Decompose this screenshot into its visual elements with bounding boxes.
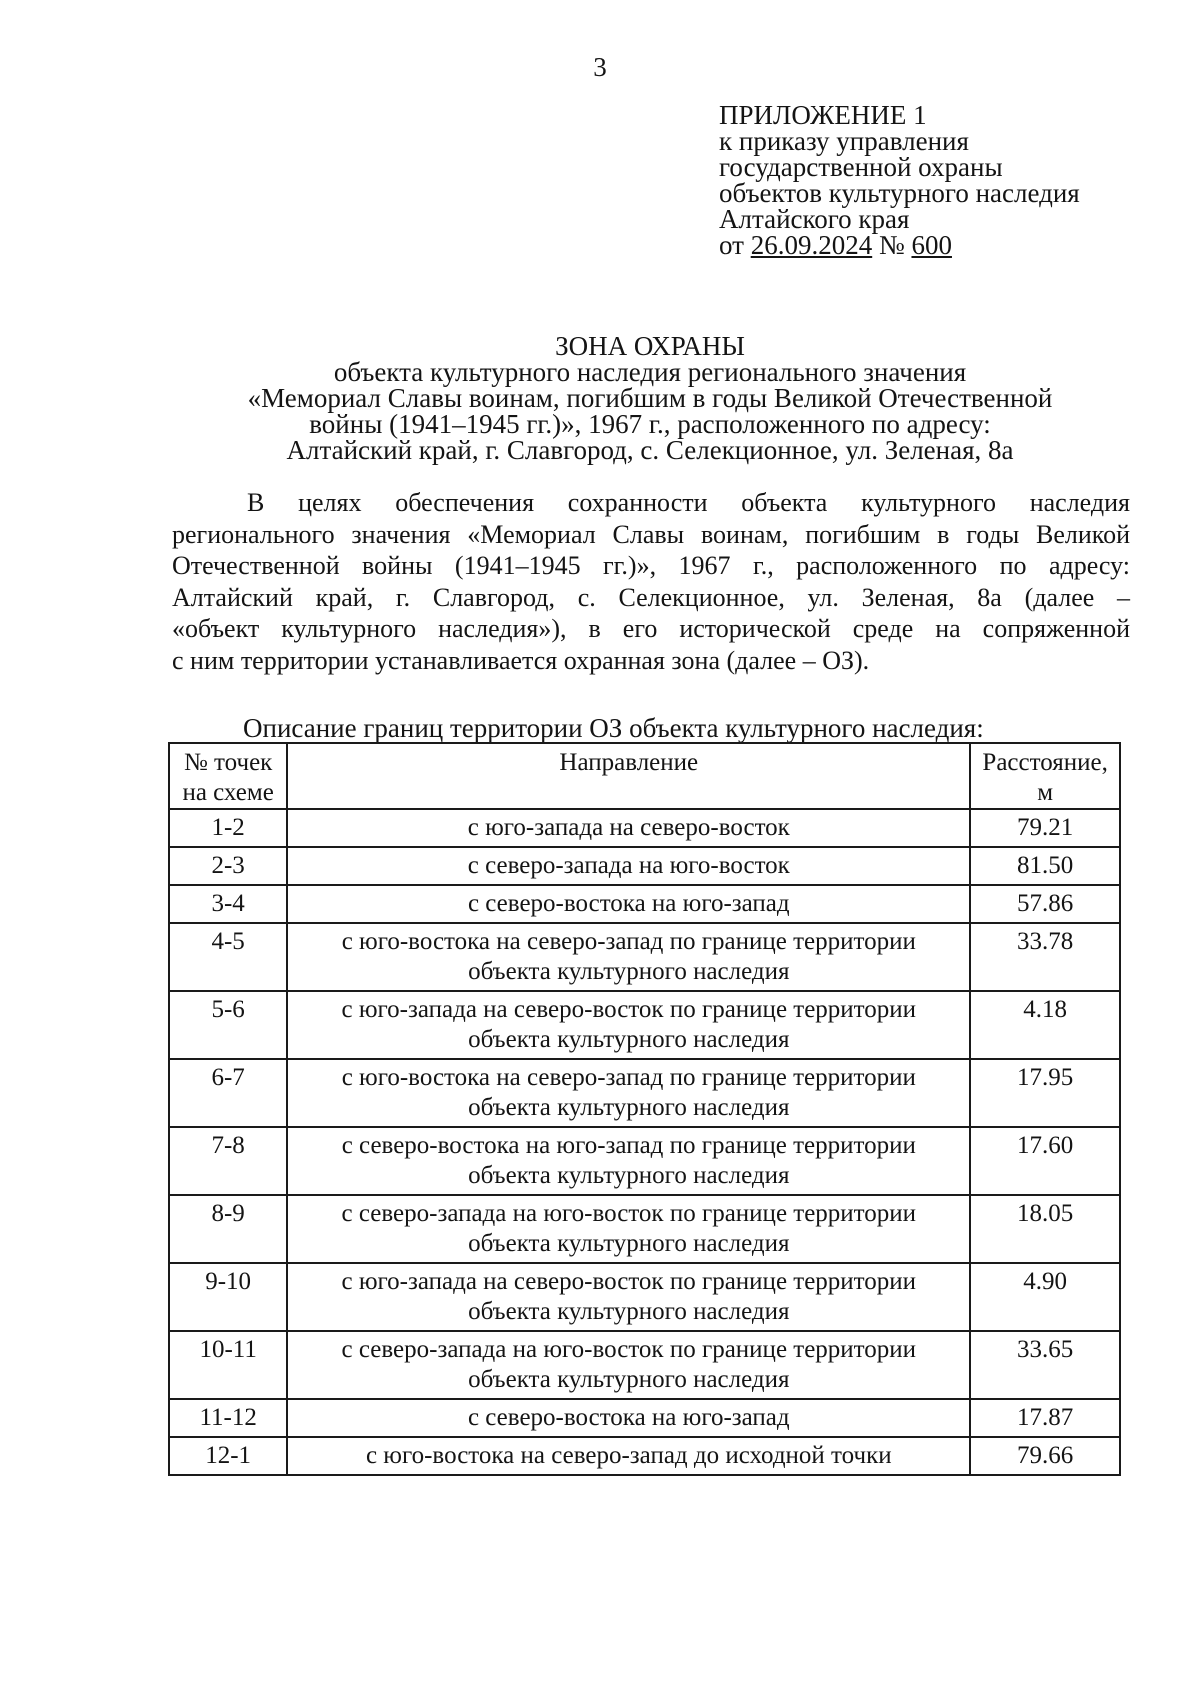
distance-cell: 81.50 <box>970 847 1120 885</box>
table-body <box>169 809 1120 1475</box>
direction-text: объекта культурного наследия <box>468 958 790 985</box>
table-row <box>169 1437 1120 1475</box>
header-distance <box>970 743 1120 809</box>
direction-cell <box>287 847 970 885</box>
table-row <box>169 1263 1120 1331</box>
distance-cell: 17.95 <box>970 1059 1120 1127</box>
distance-cell: 17.60 <box>970 1127 1120 1195</box>
distance-cell: 79.21 <box>970 809 1120 847</box>
table-row <box>169 809 1120 847</box>
distance-cell: 4.18 <box>970 991 1120 1059</box>
order-number: 600 <box>911 230 952 260</box>
distance-cell: 33.78 <box>970 923 1120 991</box>
appendix-line: к приказу управления <box>719 126 969 156</box>
point-number-cell: 4-5 <box>169 923 287 991</box>
point-number-cell: 1-2 <box>169 809 287 847</box>
direction-text: с северо-запада на юго-восток по границе территории <box>341 1336 917 1363</box>
distance-cell: 57.86 <box>970 885 1120 923</box>
direction-cell <box>287 1195 970 1263</box>
table-row <box>169 923 1120 991</box>
direction-text: объекта культурного наследия <box>468 1162 790 1189</box>
direction-text: с юго-востока на северо-запад по границе территории <box>341 1064 916 1091</box>
direction-cell <box>287 809 970 847</box>
intro-line: регионального значения «Мемориал Славы воинам, погибшим в годы Великой <box>172 519 1130 549</box>
direction-text: объекта культурного наследия <box>468 1026 790 1053</box>
table-row <box>169 847 1120 885</box>
page-number: 3 <box>593 52 607 82</box>
direction-text: объекта культурного наследия <box>468 1230 790 1257</box>
appendix-title: ПРИЛОЖЕНИЕ 1 <box>719 100 927 130</box>
intro-line: В целях обеспечения сохранности объекта культурного наследия <box>247 488 1130 517</box>
table-row <box>169 1059 1120 1127</box>
point-number-cell: 3-4 <box>169 885 287 923</box>
table-row <box>169 991 1120 1059</box>
zone-title-line: «Мемориал Славы воинам, погибшим в годы Великой Отечественной <box>247 383 1053 413</box>
direction-cell <box>287 1399 970 1437</box>
table-row <box>169 1399 1120 1437</box>
zone-title-block <box>160 333 1140 463</box>
intro-line: «объект культурного наследия»), в его исторической среде на сопряженной <box>172 614 1130 643</box>
table-row <box>169 1195 1120 1263</box>
header-text: на схеме <box>182 779 274 806</box>
intro-line: Отечественной войны (1941–1945 гг.)», 1967 г., расположенного по адресу: <box>172 551 1130 580</box>
direction-text: с северо-востока на юго-запад <box>467 1404 790 1431</box>
direction-cell <box>287 1263 970 1331</box>
direction-cell <box>287 991 970 1059</box>
direction-cell <box>287 1059 970 1127</box>
point-number-cell: 6-7 <box>169 1059 287 1127</box>
zone-title-line: войны (1941–1945 гг.)», 1967 г., расположенного по адресу: <box>309 409 991 439</box>
direction-text: с юго-запада на северо-восток по границе территории <box>341 996 917 1023</box>
table-row <box>169 1127 1120 1195</box>
direction-text: с северо-запада на юго-восток <box>467 852 790 879</box>
direction-text: с юго-запада на северо-восток <box>467 814 790 841</box>
distance-cell: 18.05 <box>970 1195 1120 1263</box>
header-text: м <box>1037 779 1054 806</box>
appendix-block <box>719 102 1189 258</box>
intro-line: Алтайский край, г. Славгород, с. Селекционное, ул. Зеленая, 8а (далее – <box>172 582 1130 612</box>
point-number-cell: 8-9 <box>169 1195 287 1263</box>
date-prefix: от <box>719 230 751 260</box>
point-number-cell: 11-12 <box>169 1399 287 1437</box>
direction-text: с юго-востока на северо-запад по границе территории <box>341 928 916 955</box>
direction-cell <box>287 923 970 991</box>
direction-text: с северо-востока на юго-запад <box>467 890 790 917</box>
point-number-cell: 7-8 <box>169 1127 287 1195</box>
header-text: Направление <box>559 749 699 776</box>
header-point-numbers <box>169 743 287 809</box>
direction-text: с северо-востока на юго-запад по границе территории <box>341 1132 916 1159</box>
zone-heading: ЗОНА ОХРАНЫ <box>555 331 745 361</box>
appendix-date-line <box>719 232 1189 258</box>
point-number-cell: 5-6 <box>169 991 287 1059</box>
table-header-row <box>169 743 1120 809</box>
appendix-line: государственной охраны <box>719 152 1003 182</box>
order-date: 26.09.2024 <box>750 230 873 260</box>
intro-paragraph <box>172 487 1130 676</box>
table-caption: Описание границ территории ОЗ объекта культурного наследия: <box>243 713 984 743</box>
appendix-line: объектов культурного наследия <box>719 178 1080 208</box>
distance-cell: 17.87 <box>970 1399 1120 1437</box>
distance-cell: 33.65 <box>970 1331 1120 1399</box>
distance-cell: 4.90 <box>970 1263 1120 1331</box>
direction-cell <box>287 1331 970 1399</box>
header-text: № точек <box>183 749 273 776</box>
table-row <box>169 1331 1120 1399</box>
header-direction <box>287 743 970 809</box>
zone-title-line: объекта культурного наследия регионального значения <box>333 357 967 387</box>
direction-text: с юго-востока на северо-запад до исходной точки <box>365 1442 892 1469</box>
direction-text: с северо-запада на юго-восток по границе территории <box>341 1200 917 1227</box>
direction-cell <box>287 1437 970 1475</box>
point-number-cell: 10-11 <box>169 1331 287 1399</box>
direction-cell <box>287 885 970 923</box>
distance-cell: 79.66 <box>970 1437 1120 1475</box>
header-text: Расстояние, <box>982 749 1108 776</box>
direction-text: объекта культурного наследия <box>468 1094 790 1121</box>
direction-text: объекта культурного наследия <box>468 1298 790 1325</box>
point-number-cell: 2-3 <box>169 847 287 885</box>
number-prefix: № <box>872 230 912 260</box>
intro-line: с ним территории устанавливается охранная зона (далее – ОЗ). <box>172 645 870 675</box>
direction-text: с юго-запада на северо-восток по границе территории <box>341 1268 917 1295</box>
point-number-cell: 12-1 <box>169 1437 287 1475</box>
direction-text: объекта культурного наследия <box>468 1366 790 1393</box>
table-row <box>169 885 1120 923</box>
appendix-line: Алтайского края <box>719 204 910 234</box>
direction-cell <box>287 1127 970 1195</box>
zone-title-line: Алтайский край, г. Славгород, с. Селекционное, ул. Зеленая, 8а <box>286 435 1014 465</box>
boundary-table <box>168 742 1121 1476</box>
point-number-cell: 9-10 <box>169 1263 287 1331</box>
